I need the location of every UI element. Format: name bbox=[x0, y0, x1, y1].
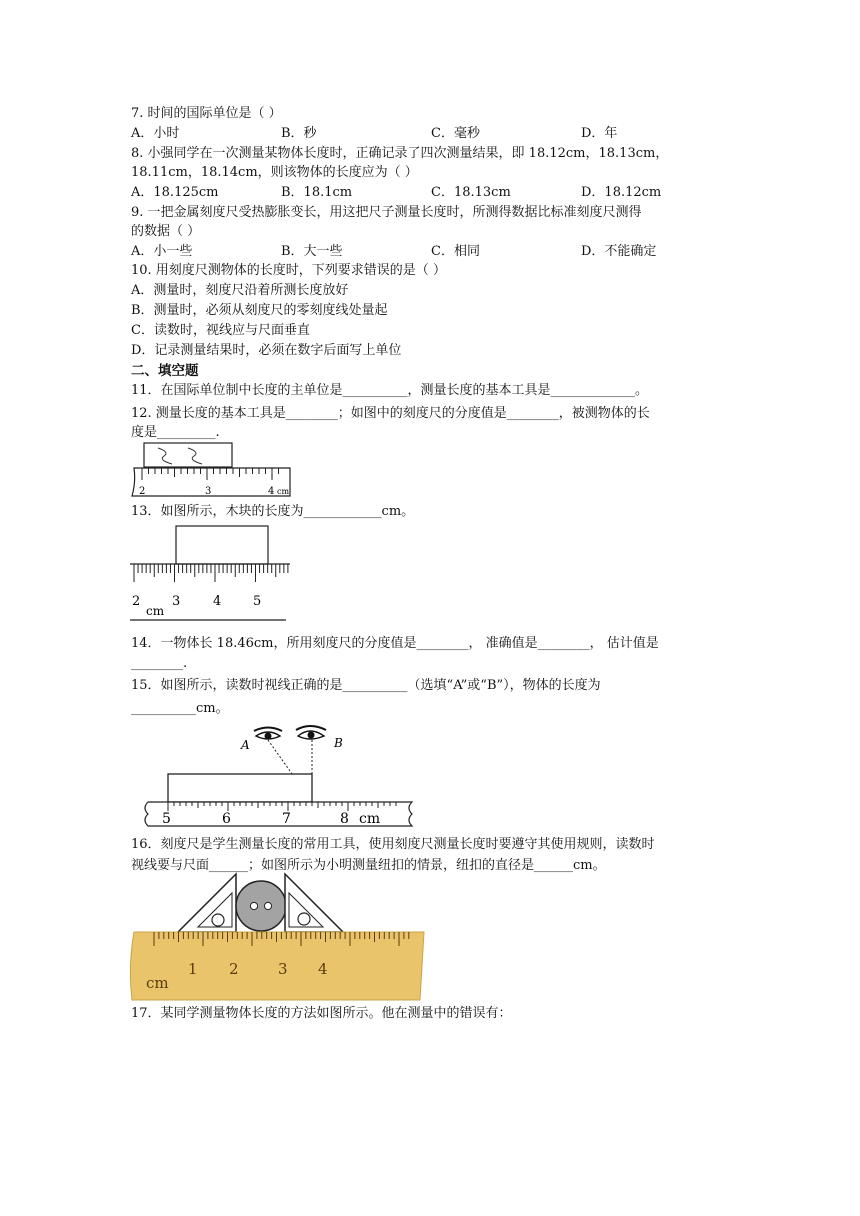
q7-option-b: B．秒 bbox=[281, 126, 317, 141]
triangle-ruler-right bbox=[285, 874, 343, 932]
q15-line1: 15．如图所示，读数时视线正确的是__________（选填“A”或“B”），物体的长度为 bbox=[131, 678, 601, 693]
q9-stem-line1: 9. 一把金属刻度尺受热膨胀变长，用这把尺子测量长度时，所测得数据比标准刻度尺测得 bbox=[131, 205, 642, 220]
q15-label-b: B bbox=[334, 736, 343, 750]
q9-option-c: C．相同 bbox=[431, 244, 480, 259]
q8-option-b: B．18.1cm bbox=[281, 185, 353, 200]
q16-tick-label-4: 4 bbox=[318, 960, 328, 978]
q15-tick-label-7: 7 bbox=[282, 811, 291, 827]
q15-tick-label-5: 5 bbox=[162, 811, 171, 827]
eye-icon bbox=[296, 726, 326, 739]
button-icon bbox=[236, 881, 286, 931]
q7-stem: 7. 时间的国际单位是（ ） bbox=[131, 106, 282, 121]
q16-unit-label: cm bbox=[146, 974, 169, 992]
q16-tick-label-2: 2 bbox=[229, 960, 239, 978]
q14-line1: 14．一物体长 18.46cm，所用刻度尺的分度值是________， 准确值是________， 估计值是 bbox=[131, 636, 659, 651]
q13-tick-label-4: 4 bbox=[213, 594, 222, 609]
q9-option-b: B．大一些 bbox=[281, 244, 343, 259]
q12-tick-label-2: 2 bbox=[139, 486, 146, 497]
q13-tick-label-3: 3 bbox=[172, 594, 181, 609]
q17-line: 17．某同学测量物体长度的方法如图所示。他在测量中的错误有： bbox=[131, 1006, 512, 1021]
q15-tick-label-8: 8 bbox=[340, 811, 349, 827]
q8-option-c: C．18.13cm bbox=[431, 185, 511, 200]
q7-option-c: C．毫秒 bbox=[431, 126, 480, 141]
q16-ruler-figure bbox=[128, 872, 428, 1004]
q8-stem-line1: 8. 小强同学在一次测量某物体长度时，正确记录了四次测量结果，即 18.12cm，18.13cm， bbox=[131, 146, 669, 161]
q8-option-a: A．18.125cm bbox=[131, 185, 219, 200]
eye-icon bbox=[254, 728, 282, 740]
q9-stem-line2: 的数据（ ） bbox=[131, 224, 201, 239]
q7-option-a: A．小时 bbox=[131, 126, 180, 141]
q15-line2: __________cm。 bbox=[131, 701, 229, 716]
q12-tick-label-4: 4 bbox=[268, 486, 275, 497]
q13-unit-label: cm bbox=[146, 604, 165, 618]
triangle-ruler-left bbox=[178, 874, 236, 932]
section-heading: 二、填空题 bbox=[131, 363, 199, 379]
q10-option-b: B．测量时，必须从刻度尺的零刻度线处量起 bbox=[131, 303, 388, 318]
q9-option-a: A．小一些 bbox=[131, 244, 193, 259]
q16-line2: 视线要与尺面______；如图所示为小明测量纽扣的情景，纽扣的直径是______cm。 bbox=[131, 858, 606, 873]
q13-tick-label-2: 2 bbox=[132, 594, 141, 609]
q12-ruler-figure bbox=[128, 440, 298, 502]
q8-stem-line2: 18.11cm，18.14cm，则该物体的长度应为（ ） bbox=[131, 165, 418, 180]
q13-ruler-figure bbox=[126, 523, 296, 623]
q10-option-a: A．测量时，刻度尺沿着所测长度放好 bbox=[131, 283, 349, 298]
q15-tick-label-6: 6 bbox=[222, 811, 231, 827]
q10-stem: 10. 用刻度尺测物体的长度时，下列要求错误的是（ ） bbox=[131, 263, 446, 278]
q11-line: 11．在国际单位制中长度的主单位是__________，测量长度的基本工具是_____________。 bbox=[131, 383, 649, 398]
q10-option-c: C．读数时，视线应与尺面垂直 bbox=[131, 323, 310, 338]
q7-option-d: D．年 bbox=[581, 126, 618, 141]
q15-unit-label: cm bbox=[359, 811, 381, 827]
q8-option-d: D．18.12cm bbox=[581, 185, 662, 200]
q16-line1: 16．刻度尺是学生测量长度的常用工具，使用刻度尺测量长度时要遵守其使用规则，读数时 bbox=[131, 837, 655, 852]
q12-line1: 12. 测量长度的基本工具是________；如图中的刻度尺的分度值是________，被测物体的长 bbox=[131, 406, 650, 421]
q12-unit-label: cm bbox=[277, 487, 290, 496]
q12-tick-label-3: 3 bbox=[205, 486, 212, 497]
q15-label-a: A bbox=[241, 738, 250, 752]
q16-tick-label-3: 3 bbox=[278, 960, 288, 978]
q10-option-d: D．记录测量结果时，必须在数字后面写上单位 bbox=[131, 343, 402, 358]
q13-tick-label-5: 5 bbox=[253, 594, 262, 609]
q14-line2: ________. bbox=[131, 656, 188, 671]
q16-tick-label-1: 1 bbox=[188, 960, 198, 978]
q13-line: 13．如图所示，木块的长度为____________cm。 bbox=[131, 504, 415, 519]
q9-option-d: D．不能确定 bbox=[581, 244, 657, 259]
q15-ruler-figure bbox=[140, 722, 422, 832]
q12-line2: 度是_________. bbox=[131, 425, 220, 440]
